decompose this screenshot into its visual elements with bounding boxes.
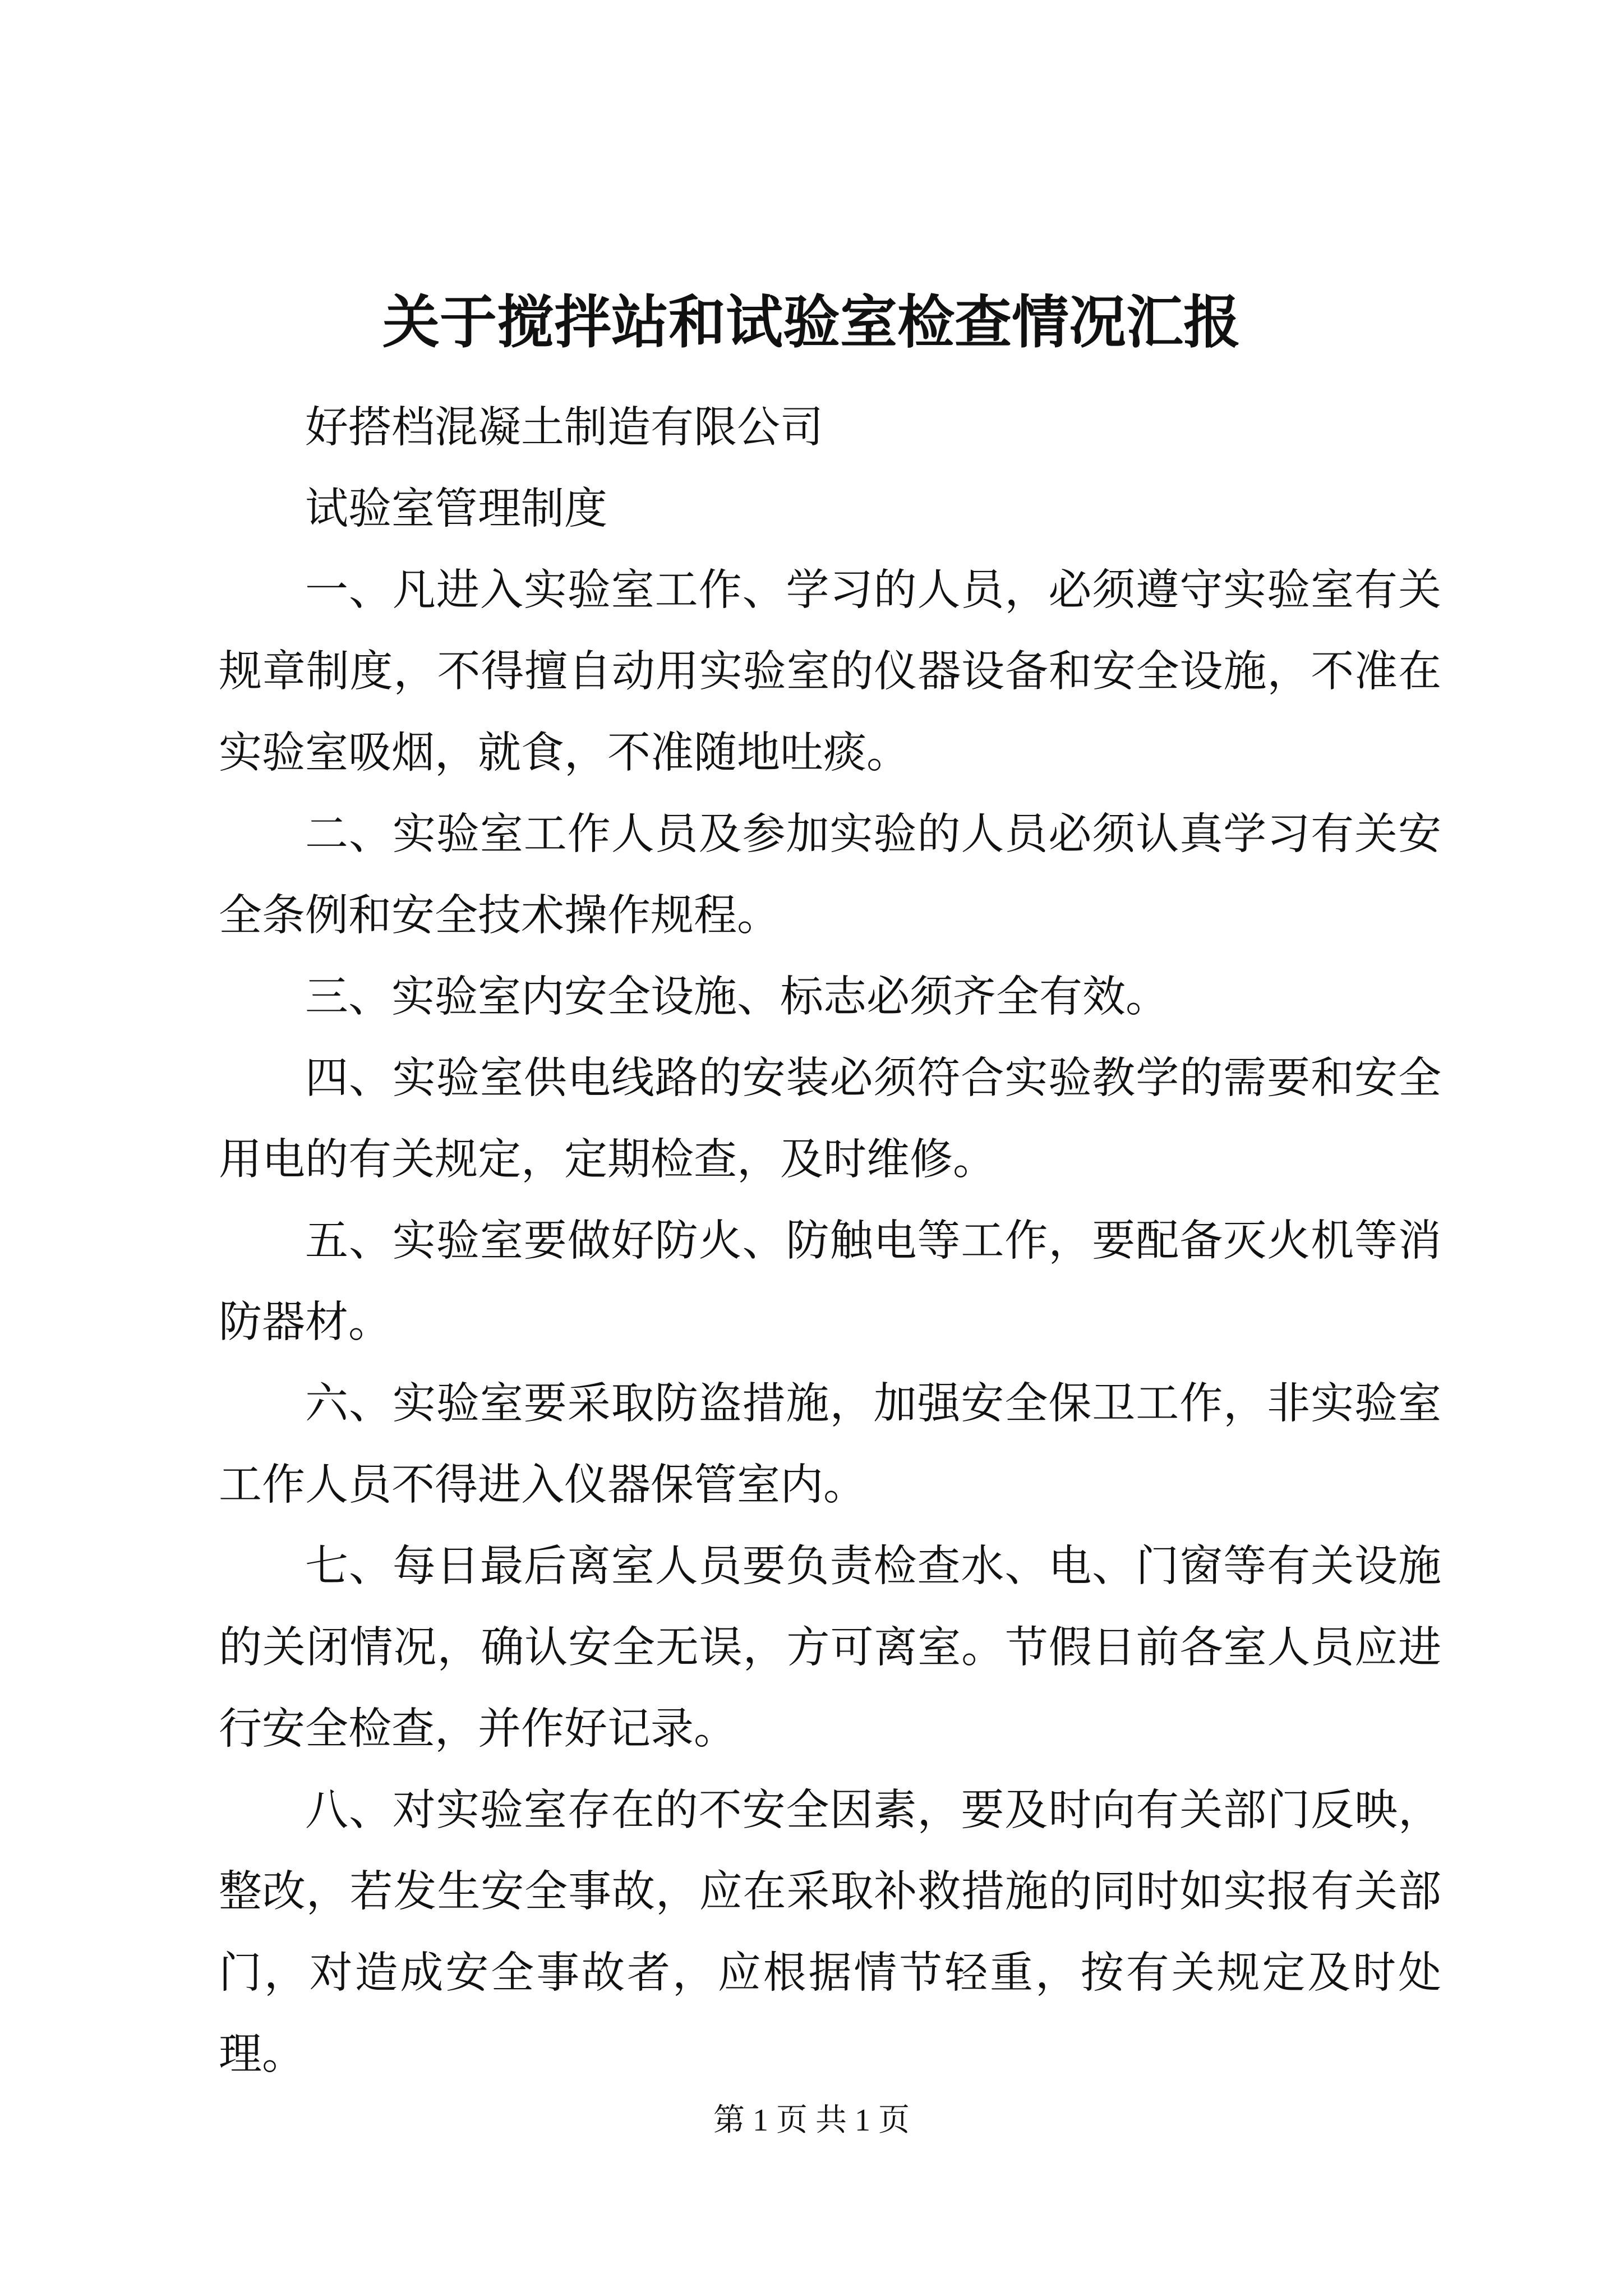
rule-paragraph-6: 六、实验室要采取防盗措施，加强安全保卫工作，非实验室工作人员不得进入仪器保管室内。 bbox=[219, 1379, 1441, 1510]
rule-paragraph-7: 七、每日最后离室人员要负责检查水、电、门窗等有关设施的关闭情况，确认安全无误，方可离室。节假日前各室人员应进行安全检查，并作好记录。 bbox=[219, 1542, 1441, 1754]
document-body bbox=[219, 387, 1441, 2095]
section-heading: 试验室管理制度 bbox=[305, 484, 607, 534]
document-title: 关于搅拌站和试验室检查情况汇报 bbox=[382, 289, 1241, 356]
rule-paragraph-3: 三、实验室内安全设施、标志必须齐全有效。 bbox=[305, 972, 1169, 1022]
rule-paragraph-5: 五、实验室要做好防火、防触电等工作，要配备灭火机等消防器材。 bbox=[219, 1216, 1441, 1347]
rule-paragraph-1: 一、凡进入实验室工作、学习的人员，必须遵守实验室有关规章制度，不得擅自动用实验室的仪器设备和安全设施，不准在实验室吸烟，就食，不准随地吐痰。 bbox=[219, 565, 1441, 778]
page-footer: 第 1 页 共 1 页 bbox=[713, 2103, 910, 2138]
rule-paragraph-8: 八、对实验室存在的不安全因素，要及时向有关部门反映，整改，若发生安全事故，应在采取补救措施的同时如实报有关部门，对造成安全事故者，应根据情节轻重，按有关规定及时处理。 bbox=[219, 1786, 1441, 2079]
rule-paragraph-2: 二、实验室工作人员及参加实验的人员必须认真学习有关安全条例和安全技术操作规程。 bbox=[219, 809, 1441, 941]
company-name: 好搭档混凝土制造有限公司 bbox=[305, 403, 823, 453]
rule-paragraph-4: 四、实验室供电线路的安装必须符合实验教学的需要和安全用电的有关规定，定期检查，及时维修。 bbox=[219, 1053, 1441, 1185]
